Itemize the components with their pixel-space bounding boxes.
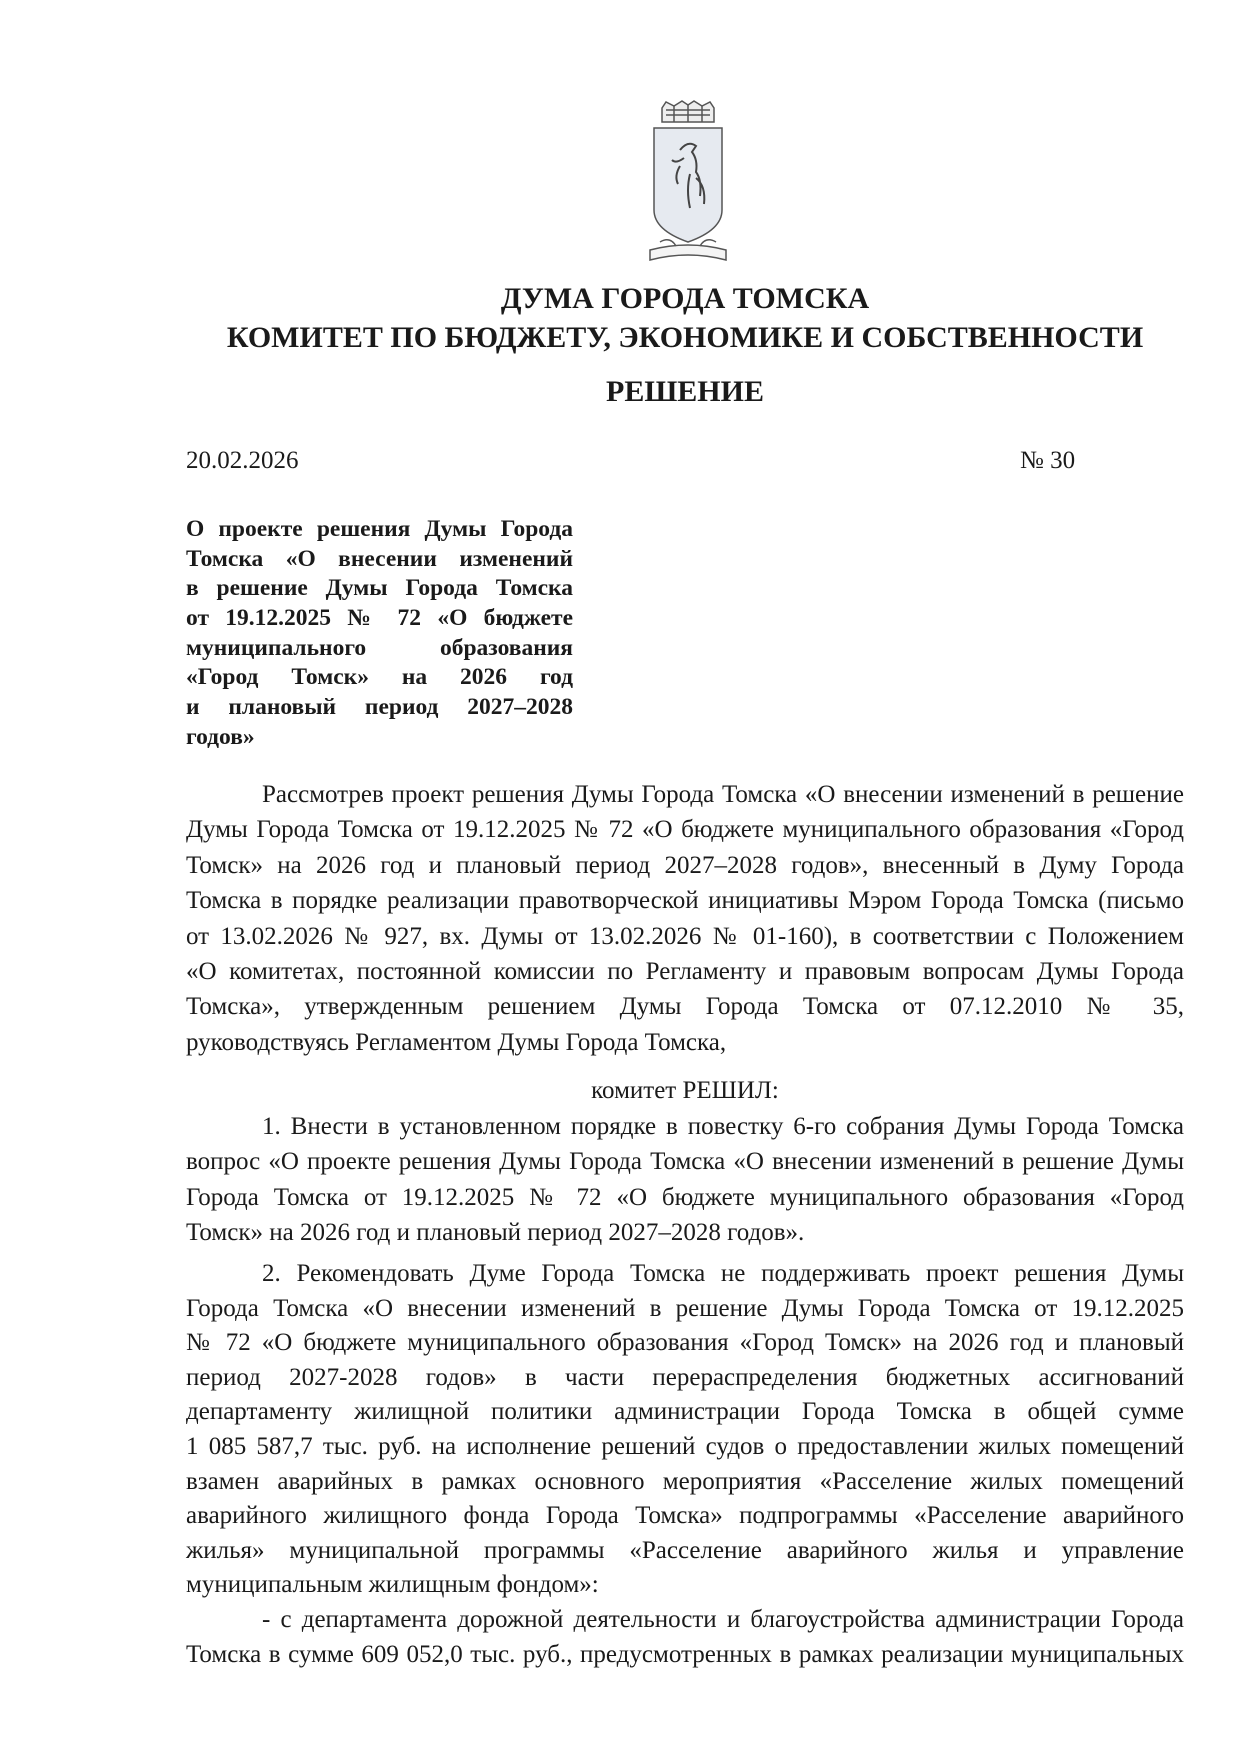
org-title: ДУМА ГОРОДА ТОМСКА [500,282,870,315]
text-line: аварийного жилищного фонда Города Томска» подпрограммы «Расселение аварийного [186,1502,1184,1530]
text-line: «Город Томск» на 2026 год [186,664,573,691]
text-line: Томска «О внесении изменений [186,545,573,572]
decision-date: 20.02.2026 [186,447,299,474]
text-line: № 72 «О бюджете муниципального образования «Город Томск» на 2026 год и плановый [186,1329,1184,1357]
text-line: 1 085 587,7 тыс. руб. на исполнение решений судов о предоставлении жилых помещений [186,1432,1184,1460]
text-line: Думы Города Томска от 19.12.2025 № 72 «О бюджете муниципального образования «Город [186,816,1184,844]
decision-number: № 30 [1020,447,1076,474]
text-line: Томск» на 2026 год и плановый период 2027–2028 годов», внесенный в Думу Города [186,851,1184,879]
text-line: Города Томска «О внесении изменений в решение Думы Города Томска от 19.12.2025 [186,1294,1184,1322]
text-line: от 13.02.2026 № 927, вх. Думы от 13.02.2026 № 01-160), в соответствии с Положением [186,922,1184,950]
item-2-dash-paragraph [186,1603,1184,1672]
committee-title: КОМИТЕТ ПО БЮДЖЕТУ, ЭКОНОМИКЕ И СОБСТВЕННОСТИ [226,321,1144,354]
text-line: муниципального образования [186,634,573,661]
item-1-paragraph [186,1109,1184,1251]
text-line: - с департамента дорожной деятельности и благоустройства администрации Города [262,1606,1184,1633]
text-line: руководствуясь Регламентом Думы Города Томска, [186,1028,727,1056]
resolved-heading: комитет РЕШИЛ: [591,1077,779,1104]
text-line: годов» [186,723,255,750]
text-line: 1. Внести в установленном порядке в повестку 6-го собрания Думы Города Томска [262,1113,1184,1140]
text-line: О проекте решения Думы Города [186,516,573,542]
text-line: муниципальным жилищным фондом»: [186,1571,599,1599]
subject-heading [186,515,573,753]
preamble-paragraph [186,777,1184,1060]
text-line: Рассмотрев проект решения Думы Города Томска «О внесении изменений в решение [262,781,1184,808]
item-2-paragraph [186,1257,1184,1603]
text-line: Томска», утвержденным решением Думы Города Томска от 07.12.2010 № 35, [186,993,1184,1021]
city-coat-of-arms-icon [640,100,736,272]
text-line: Города Томска от 19.12.2025 № 72 «О бюджете муниципального образования «Город [186,1183,1184,1211]
text-line: от 19.12.2025 № 72 «О бюджете [186,605,573,632]
text-line: жилья» муниципальной программы «Расселение аварийного жилья и управление [186,1536,1184,1564]
text-line: взамен аварийных в рамках основного мероприятия «Расселение жилых помещений [186,1467,1184,1495]
text-line: Томска в порядке реализации правотворческой инициативы Мэром Города Томска (письмо [186,887,1184,915]
text-line: вопрос «О проекте решения Думы Города Томска «О внесении изменений в решение Думы [186,1148,1184,1176]
text-line: 2. Рекомендовать Думе Города Томска не поддерживать проект решения Думы [262,1260,1184,1287]
text-line: в решение Думы Города Томска [186,575,573,602]
text-line: период 2027-2028 годов» в части перераспределения бюджетных ассигнований [186,1363,1184,1391]
text-line: и плановый период 2027–2028 [186,694,573,721]
text-line: департаменту жилищной политики администрации Города Томска в общей сумме [186,1398,1184,1426]
text-line: «О комитетах, постоянной комиссии по Регламенту и правовым вопросам Думы Города [186,957,1184,985]
text-line: Томска в сумме 609 052,0 тыс. руб., предусмотренных в рамках реализации муниципальных [186,1640,1184,1668]
document-type-title: РЕШЕНИЕ [606,375,764,408]
text-line: Томск» на 2026 год и плановый период 2027–2028 годов». [186,1219,805,1247]
